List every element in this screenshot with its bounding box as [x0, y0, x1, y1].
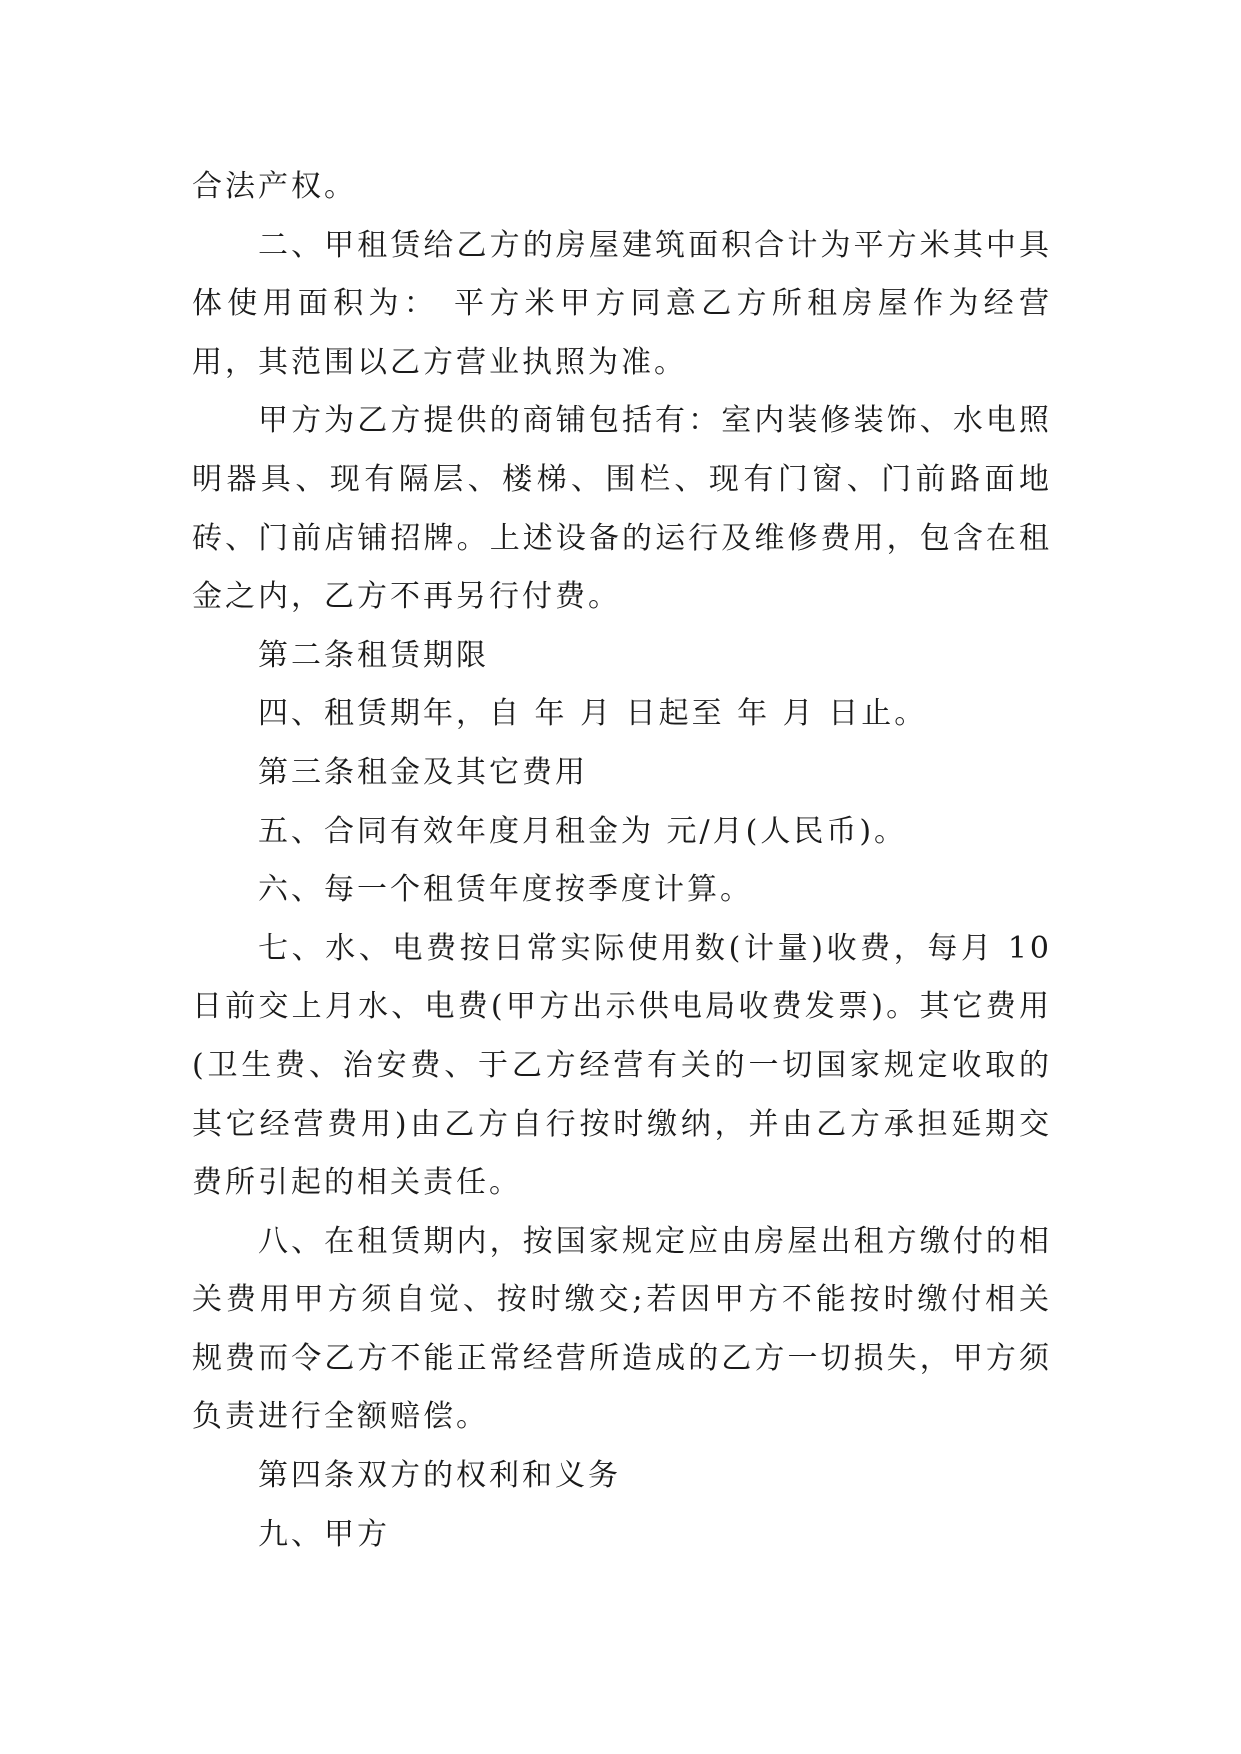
paragraph: 八、在租赁期内，按国家规定应由房屋出租方缴付的相关费用甲方须自觉、按时缴交;若因甲方不能按时缴付相关规费而令乙方不能正常经营所造成的乙方一切损失，甲方须负责进行全额赔偿。: [192, 1223, 1052, 1435]
document-body: [192, 158, 1052, 1564]
section-heading: 第二条租赁期限: [258, 637, 489, 673]
paragraph: 九、甲方: [258, 1516, 390, 1552]
paragraph: 七、水、电费按日常实际使用数(计量)收费，每月 10 日前交上月水、电费(甲方出示供电局收费发票)。其它费用(卫生费、治安费、于乙方经营有关的一切国家规定收取的其它经营费用)由乙方自行按时缴纳，并由乙方承担延期交费所引起的相关责任。: [192, 930, 1052, 1201]
paragraph: 五、合同有效年度月租金为 元/月(人民币)。: [258, 813, 908, 849]
paragraph: 甲方为乙方提供的商铺包括有：室内装修装饰、水电照明器具、现有隔层、楼梯、围栏、现有门窗、门前路面地砖、门前店铺招牌。上述设备的运行及维修费用，包含在租金之内，乙方不再另行付费。: [192, 403, 1052, 615]
paragraph: 六、每一个租赁年度按季度计算。: [258, 872, 753, 908]
section-heading: 第四条双方的权利和义务: [258, 1458, 621, 1494]
paragraph: 四、租赁期年，自 年 月 日起至 年 月 日止。: [258, 696, 928, 732]
paragraph: 合法产权。: [192, 169, 357, 204]
paragraph: 二、甲租赁给乙方的房屋建筑面积合计为平方米其中具体使用面积为： 平方米甲方同意乙方所租房屋作为经营用，其范围以乙方营业执照为准。: [192, 227, 1052, 380]
section-heading: 第三条租金及其它费用: [258, 754, 588, 790]
